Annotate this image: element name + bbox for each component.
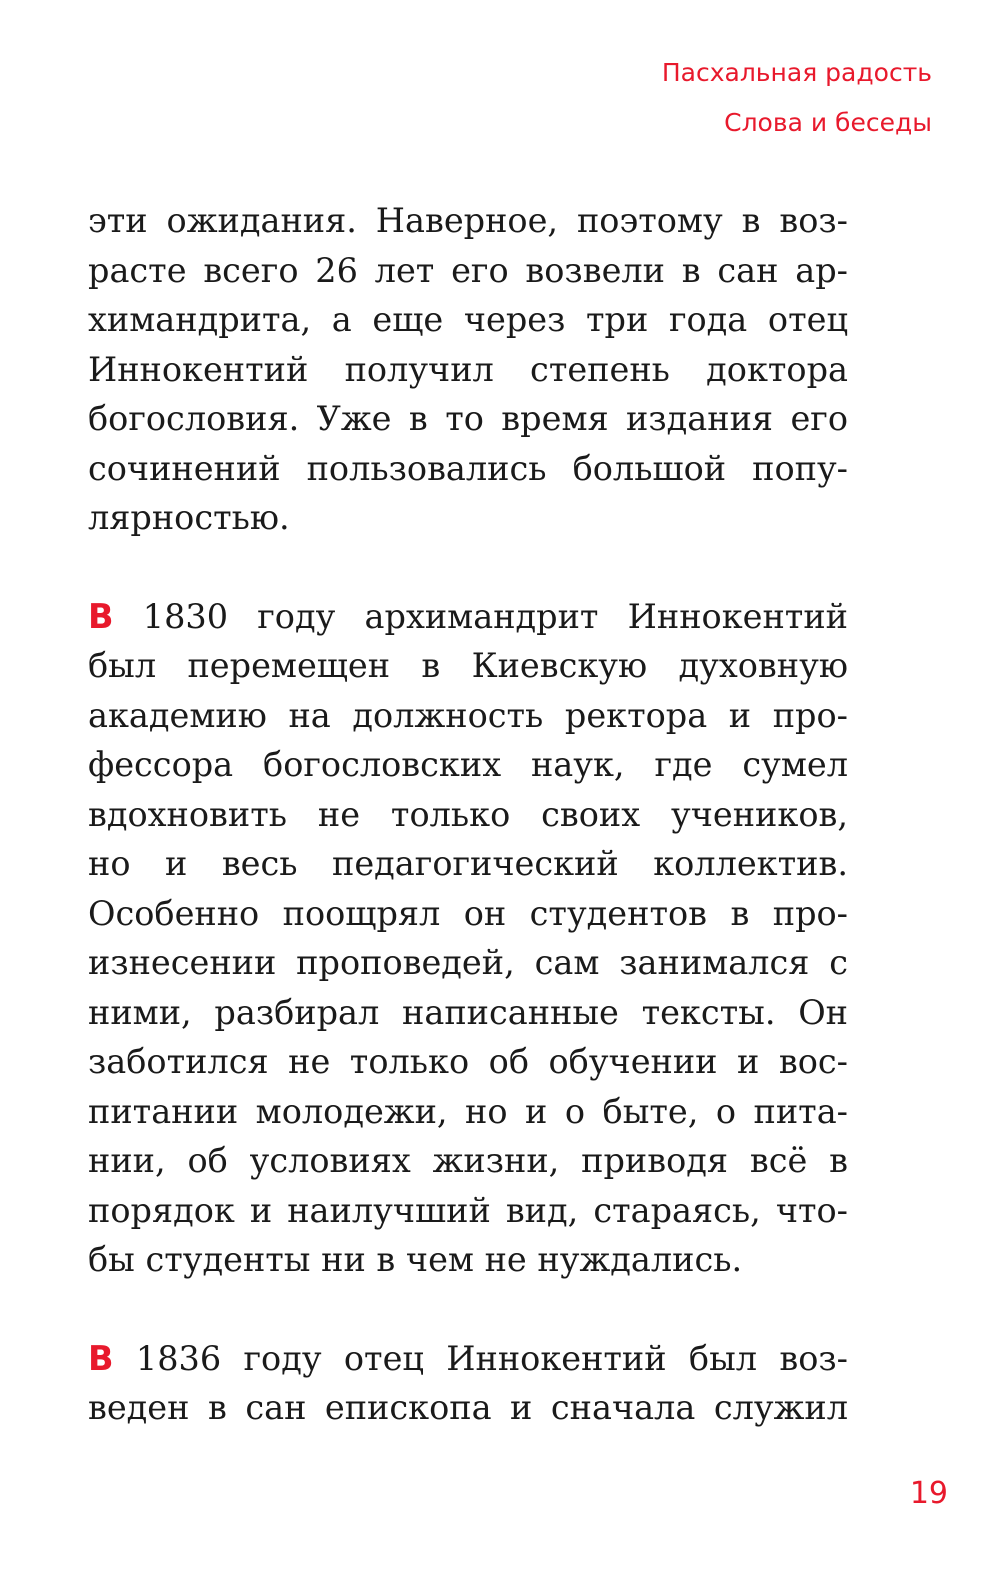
text-line: изнесении проповедей, сам занимался с	[88, 943, 848, 982]
paragraph-gap	[88, 543, 848, 592]
text-line: сочинений пользовались большой попу-	[88, 448, 848, 488]
text-line: лярностью.	[88, 498, 290, 537]
text-line-first	[88, 592, 848, 642]
first-line-rest: 1836 году отец Иннокентий был воз-	[113, 1338, 848, 1378]
text-line: Особенно поощрял он студентов в про-	[88, 893, 848, 933]
first-line-rest: 1830 году архимандрит Иннокентий	[113, 596, 848, 636]
text-line: веден в сан епископа и сначала служил	[88, 1388, 848, 1427]
paragraph-3	[88, 1334, 848, 1433]
running-header	[662, 48, 932, 148]
text-line: но и весь педагогический коллектив.	[88, 844, 848, 883]
text-line: бы студенты ни в чем не нуждались.	[88, 1240, 743, 1279]
text-line: богословия. Уже в то время издания его	[88, 399, 848, 438]
text-line: расте всего 26 лет его возвели в сан ар-	[88, 250, 848, 290]
text-line-first	[88, 1334, 848, 1384]
paragraph-gap	[88, 1285, 848, 1334]
text-line: фессора богословских наук, где сумел	[88, 745, 848, 784]
paragraph-2	[88, 592, 848, 1285]
dropcap: В	[88, 596, 114, 636]
text-line: вдохновить не только своих учеников,	[88, 794, 848, 834]
text-line: порядок и наилучший вид, стараясь, что-	[88, 1190, 848, 1230]
text-line: химандрита, а еще через три года отец	[88, 300, 848, 339]
text-line: Иннокентий получил степень доктора	[88, 349, 848, 389]
text-line: академию на должность ректора и про-	[88, 695, 848, 735]
book-title: Пасхальная радость	[661, 58, 932, 87]
text-line: нии, об условиях жизни, приводя всё в	[88, 1141, 848, 1180]
dropcap: В	[88, 1338, 114, 1378]
text-line: питании молодежи, но и о быте, о пита-	[88, 1091, 848, 1131]
page-number: 19	[909, 1476, 948, 1511]
book-subtitle: Слова и беседы	[724, 108, 932, 137]
body-text	[88, 196, 848, 1433]
text-line: эти ожидания. Наверное, поэтому в воз-	[88, 201, 848, 240]
text-line: был перемещен в Киевскую духовную	[88, 646, 848, 685]
text-line: ними, разбирал написанные тексты. Он	[88, 992, 848, 1032]
paragraph-1	[88, 196, 848, 543]
text-line: заботился не только об обучении и вос-	[88, 1042, 848, 1081]
